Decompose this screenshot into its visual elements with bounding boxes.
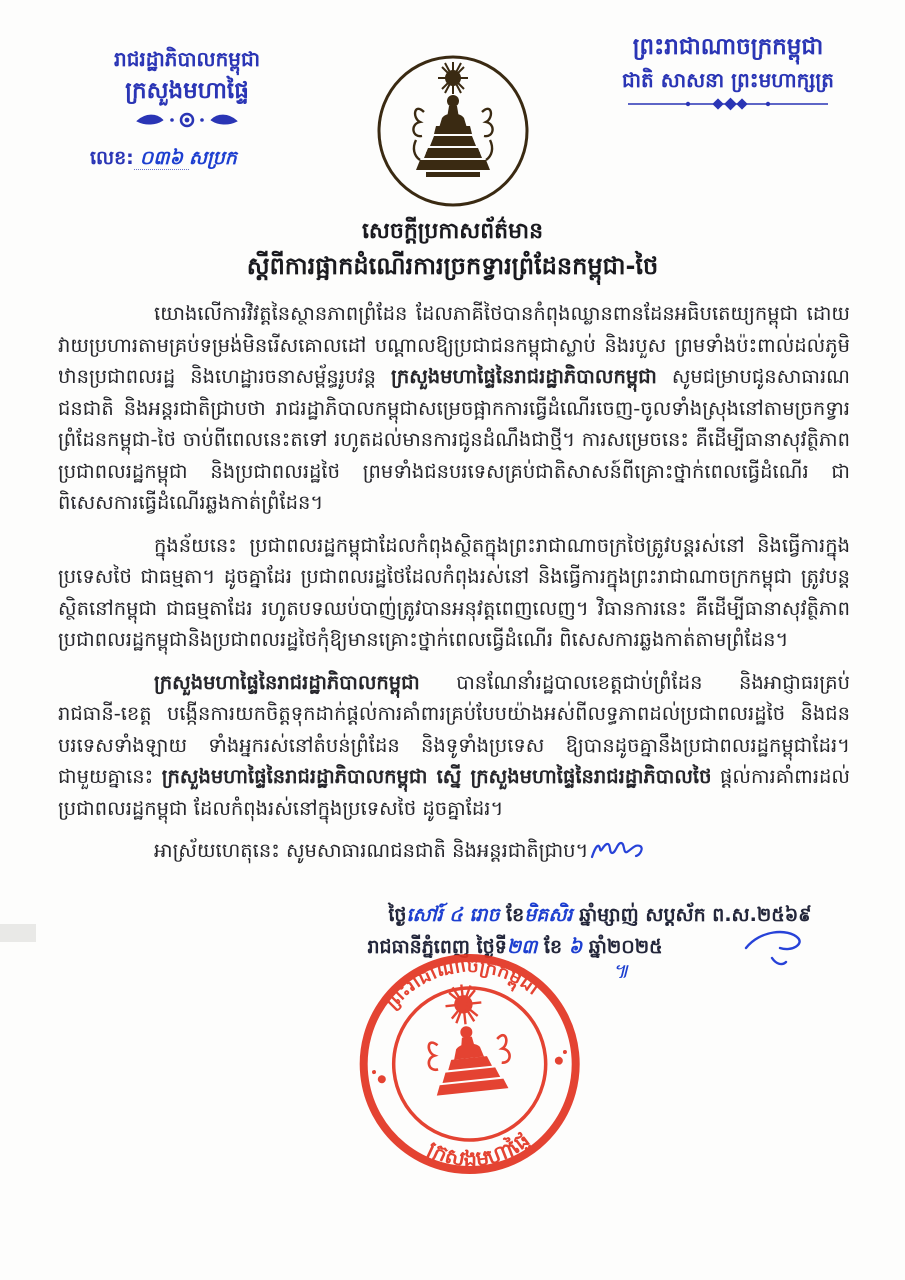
text-segment: ខែ [537,936,569,958]
header-left-block [48,44,326,174]
handwritten-end-mark: ៕ [612,959,629,983]
body-paragraph-2 [58,530,850,656]
document-title-block [0,216,905,284]
document-number-line [48,146,326,174]
handwritten-text-segment: មិគសិរ [524,904,573,926]
body-paragraph-3 [58,667,850,825]
body-paragraph-1 [58,298,850,519]
text-segment: ឆ្នាំ២០២៥ [582,936,663,958]
text-segment: បានណែនាំរដ្ឋបាលខេត្តជាប់ព្រំដែន និងអាជ្ញាធរគ្រប់រាជធានី-ខេត្ត បង្កើនការយកចិត្តទុកដាក់ផ្តល់ការគាំពារគ្រប់បែបយ៉ាងអស់ពីលទ្ធភាពដល់ប្រជាពលរដ្ឋថៃ និងជនបរទេសទាំងឡាយ ទាំងអ្នករស់នៅតំបន់ព្រំដែន និងទូទាំងប្រទេស ឱ្យបានដូចគ្នានឹងប្រជាពលរដ្ឋកម្ពុជាដែរ។ ជាមួយគ្នានេះ [58,670,850,788]
bold-text-segment: ក្រសួងមហាផ្ទៃនៃរាជរដ្ឋាភិបាលកម្ពុជា [154,670,420,694]
document-body [58,298,850,878]
lunar-date-line [300,900,900,930]
handwritten-initials [590,843,648,866]
text-segment: ផ្តល់ការគាំពារដល់ប្រជាពលរដ្ឋកម្ពុជា ដែលកំពុងរស់នៅក្នុងប្រទេសថៃ ដូចគ្នាដែរ។ [58,765,850,820]
ministry-name: ក្រសួងមហាផ្ទៃ [125,78,249,104]
svg-text:ក្រសួងមហាផ្ទៃ: ក្រសួងមហាផ្ទៃ [423,1127,535,1172]
text-segment: ក្នុងន័យនេះ ប្រជាពលរដ្ឋកម្ពុជាដែលកំពុងស្ថិតក្នុងព្រះរាជាណាចក្រថៃត្រូវបន្តរស់នៅ និងធ្វើការក្នុងប្រទេសថៃ ជាធម្មតា។ ដូចគ្នាដែរ ប្រជាពលរដ្ឋថៃដែលកំពុងរស់នៅ និងធ្វើការក្នុងព្រះរាជាណាចក្រកម្ពុជា ត្រូវបន្តស្ថិតនៅកម្ពុជា ជាធម្មតាដែរ រហូតបទឈប់បាញ់ត្រូវបានអនុវត្តពេញលេញ។ វិធានការនេះ គឺដើម្បីធានាសុវត្ថិភាពប្រជាពលរដ្ឋកម្ពុជានិងប្រជាពលរដ្ឋថៃកុំឱ្យមានគ្រោះថ្នាក់ពេលធ្វើដំណើរ ពិសេសការឆ្លងកាត់តាមព្រំដែន។ [58,533,850,651]
motto-nation-religion-king: ជាតិ សាសនា ព្រះមហាក្សត្រ [622,68,834,92]
ministry-red-seal-stamp [336,934,604,1200]
svg-text:ព្រះរាជាណាចក្រកម្ពុជា: ព្រះរាជាណាចក្រកម្ពុជា [380,954,544,1014]
handwritten-text-segment: ២៣ [506,936,538,958]
handwritten-text-segment: សៅរ៍ ៤ រោច [406,904,507,926]
text-segment: រាជធានីភ្នំពេញ ថ្ងៃទី [367,936,507,958]
text-segment: ថ្ងៃ [388,904,407,926]
header-right-block [568,30,888,115]
text-segment: ខែ [506,904,525,926]
handwritten-flourish [742,928,812,972]
text-segment: យោងលើការវិវត្តនៃស្ថានភាពព្រំដែន ដែលភាគីថៃបានកំពុងឈ្លានពានដែនអធិបតេយ្យកម្ពុជា ដោយវាយប្រហារតាមគ្រប់ទម្រង់មិនរើសគោលដៅ បណ្តាលឱ្យប្រជាជនកម្ពុជាស្លាប់ និងរបួស ព្រមទាំងប៉ះពាល់ដល់ភូមិឋានប្រជាពលរដ្ឋ និងហេដ្ឋារចនាសម្ព័ន្ធរូបវន្ត [58,302,850,388]
closing-line [58,835,850,867]
title-press-release: សេចក្តីប្រកាសព័ត៌មាន [361,219,544,244]
government-name: រាជរដ្ឋាភិបាលកម្ពុជា [114,47,260,71]
royal-arms-emblem-icon [372,52,534,214]
handwritten-text-segment: ៦ [568,936,583,958]
closing-text: អាស្រ័យហេតុនេះ សូមសាធារណជនជាតិ និងអន្តរជាតិជ្រាប។ [154,839,589,862]
text-segment: សូមជម្រាបជូនសាធារណជនជាតិ និងអន្តរជាតិជ្រាបថា រាជរដ្ឋាភិបាលកម្ពុជាសម្រេចផ្អាកការធ្វើដំណើរចេញ-ចូលទាំងស្រុងនៅតាមច្រកទ្វារព្រំដែនកម្ពុជា-ថៃ ចាប់ពីពេលនេះតទៅ រហូតដល់មានការជូនដំណឹងជាថ្មី។ ការសម្រេចនេះ គឺដើម្បីធានាសុវត្ថិភាពប្រជាពលរដ្ឋកម្ពុជា និងប្រជាពលរដ្ឋថៃ ព្រមទាំងជនបរទេសគ្រប់ជាតិសាសន៍ពីគ្រោះថ្នាក់ពេលធ្វើដំណើរ ជាពិសេសការធ្វើដំណើរឆ្លងកាត់ព្រំដែន។ [58,365,850,514]
document-number-suffix: សប្រក [188,147,237,169]
document-number-handwritten: ០៣៦ [134,147,189,170]
title-subject: ស្តីពីការផ្អាកដំណើរការច្រកទ្វារព្រំដែនកម្ពុជា-ថៃ [246,252,659,280]
kingdom-name: ព្រះរាជាណាចក្រកម្ពុជា [632,34,824,60]
bold-text-segment: ក្រសួងមហាផ្ទៃនៃរាជរដ្ឋាភិបាលកម្ពុជា [391,365,657,388]
scan-artifact [0,924,36,942]
flourish-ornament-icon [48,112,326,132]
bold-text-segment: ក្រសួងមហាផ្ទៃនៃរាជរដ្ឋាភិបាលកម្ពុជា ស្នើ ក្រសួងមហាផ្ទៃនៃរាជរដ្ឋាភិបាលថៃ [161,765,712,788]
document-number-label: លេខ: [90,147,134,169]
divider-ornament-icon [568,96,888,115]
text-segment: ឆ្នាំម្សាញ់ សប្តស័ក ព.ស.២៥៦៩ [572,904,812,926]
